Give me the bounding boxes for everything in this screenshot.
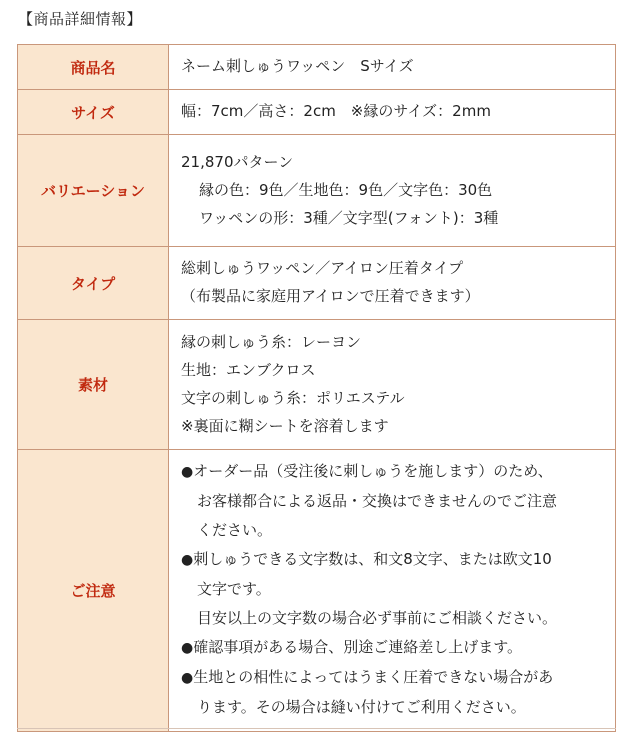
value-line: 文字の刺しゅう糸：ポリエステル <box>181 388 405 407</box>
note-item <box>181 663 603 693</box>
value-line: 縁の刺しゅう糸：レーヨン <box>181 332 362 351</box>
bullet-icon: ● <box>181 640 194 656</box>
product-details-table <box>17 44 616 732</box>
divider <box>17 728 616 729</box>
value-line: 21,870パターン <box>181 152 294 171</box>
value-line: ネーム刺しゅうワッペン Sサイズ <box>181 57 414 75</box>
note-text: 刺しゅうできる文字数は、和文8文字、または欧文10 <box>193 550 552 568</box>
note-continuation: ください。 <box>197 521 273 539</box>
row-value <box>169 320 616 450</box>
note-continuation: 文字です。 <box>197 580 271 598</box>
bullet-icon: ● <box>181 670 194 686</box>
bullet-icon: ● <box>181 552 194 568</box>
row-label: 商品名 <box>18 45 169 90</box>
note-text: 確認事項がある場合、別途ご連絡差し上げます。 <box>193 638 523 656</box>
value-line: 生地：エンブクロス <box>181 360 316 379</box>
table-row-notes <box>18 450 616 732</box>
table-row-variation <box>18 135 616 247</box>
row-value <box>169 90 616 135</box>
value-line: 縁の色：9色／生地色：9色／文字色：30色 <box>199 180 493 199</box>
note-item <box>181 457 603 487</box>
value-line: （布製品に家庭用アイロンで圧着できます） <box>181 287 480 305</box>
value-line: 総刺しゅうワッペン／アイロン圧着タイプ <box>181 259 464 277</box>
note-text: オーダー品（受注後に刺しゅうを施します）のため、 <box>193 462 553 480</box>
note-item <box>181 545 603 575</box>
table-row-material <box>18 320 616 450</box>
note-item <box>181 633 603 663</box>
row-value <box>169 135 616 247</box>
table-row-product-name <box>18 45 616 90</box>
value-line: ※裏面に糊シートを溶着します <box>181 416 389 435</box>
table-row-size <box>18 90 616 135</box>
row-label: タイプ <box>18 247 169 320</box>
row-label: バリエーション <box>18 135 169 247</box>
note-text: 生地との相性によってはうまく圧着できない場合があ <box>193 668 554 686</box>
row-label: 素材 <box>18 320 169 450</box>
row-value <box>169 450 616 732</box>
note-continuation: ります。その場合は縫い付けてご利用ください。 <box>197 698 526 716</box>
row-label: サイズ <box>18 90 169 135</box>
row-value <box>169 45 616 90</box>
note-continuation: 目安以上の文字数の場合必ず事前にご相談ください。 <box>197 609 558 627</box>
table-row-type <box>18 247 616 320</box>
section-heading: 【商品詳細情報】 <box>18 10 143 28</box>
row-value <box>169 247 616 320</box>
note-continuation: お客様都合による返品・交換はできませんのでご注意 <box>197 492 558 510</box>
value-line: ワッペンの形：3種／文字型(フォント)：3種 <box>199 208 499 227</box>
value-line: 幅：7cm／高さ：2cm ※縁のサイズ：2mm <box>181 102 491 120</box>
row-label: ご注意 <box>18 450 169 732</box>
bullet-icon: ● <box>181 464 194 480</box>
